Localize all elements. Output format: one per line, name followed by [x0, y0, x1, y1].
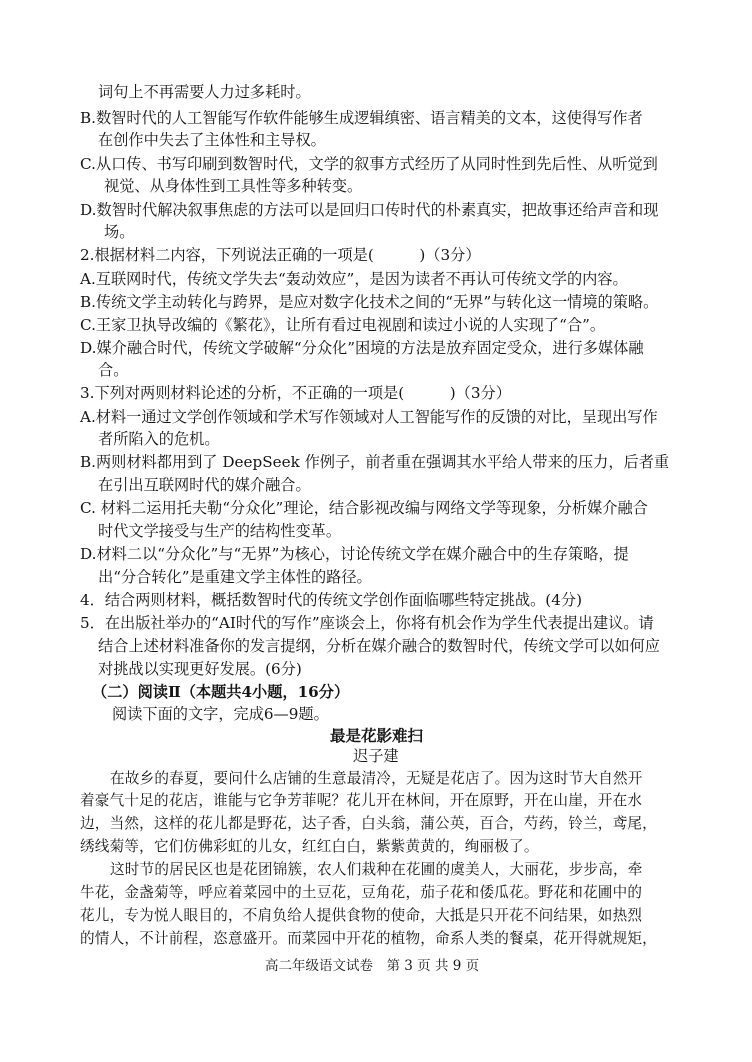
text-line: 者所陷入的危机。	[98, 430, 220, 448]
story-line: 这时节的居民区也是花团锦簇，农人们栽种在花圃的虞美人，大丽花，步步高，牵	[110, 861, 643, 878]
text-line: 在引出互联网时代的媒介融合。	[98, 476, 311, 494]
article-title: 最是花影难扫	[330, 726, 424, 745]
option-b: B.数智时代的人工智能写作软件能够生成逻辑缜密、语言精美的文本，这使得写作者	[80, 109, 643, 127]
question-3: 3.下列对两则材料论述的分析，不正确的一项是( )（3分）	[80, 384, 511, 402]
text-line: 在创作中失去了主体性和主导权。	[98, 131, 326, 149]
question-4: 4．结合两则材料，概括数智时代的传统文学创作面临哪些特定挑战。(4分)	[80, 591, 582, 609]
option-c: C. 材料二运用托夫勒“分众化”理论，结合影视改编与网络文学等现象，分析媒介融合	[80, 499, 648, 517]
option-b: B.传统文学主动转化与跨界，是应对数字化技术之间的“无界”与转化这一情境的策略。	[80, 293, 659, 311]
option-d: D.材料二以“分众化”与“无界”为核心，讨论传统文学在媒介融合中的生存策略，提	[80, 545, 629, 563]
text-line: 时代文学接受与生产的结构性变革。	[98, 522, 341, 540]
text-line: 词句上不再需要人力过多耗时。	[98, 83, 311, 101]
story-line: 边，当然，这样的花儿都是野花，达子香，白头翁，蒲公英，百合，芍药，铃兰，鸢尾，	[80, 815, 657, 832]
text-line: 结合上述材料准备你的发言提纲，分析在媒介融合的数智时代，传统文学可以如何应	[98, 637, 660, 655]
option-a: A.互联网时代，传统文学失去“轰动效应”，是因为读者不再认可传统文学的内容。	[80, 270, 628, 288]
text-line: 对挑战以实现更好发展。(6分)	[98, 660, 302, 678]
text-line: 场。	[104, 223, 135, 241]
option-a: A.材料一通过文学创作领域和学术写作领域对人工智能写作的反馈的对比，呈现出写作	[80, 408, 658, 426]
question-5: 5．在出版社举办的“AI时代的写作”座谈会上，你将有机会作为学生代表提出建议。请	[80, 614, 654, 632]
section-heading: （二）阅读Ⅱ（本题共4小题，16分）	[92, 683, 350, 701]
story-line: 着豪气十足的花店，谁能与它争芳菲呢？花儿开在林间，开在原野，开在山崖，开在水	[80, 792, 643, 809]
option-d: D.数智时代解决叙事焦虑的方法可以是回归口传时代的朴素真实，把故事还给声音和现	[80, 201, 659, 219]
text-line: 出“分合转化”是重建文学主体性的路径。	[98, 568, 372, 586]
question-2: 2.根据材料二内容，下列说法正确的一项是( )（3分）	[80, 246, 481, 264]
article-author: 迟子建	[353, 747, 399, 765]
option-c: C.王家卫执导改编的《繁花》，让所有看过电视剧和读过小说的人实现了“合”。	[80, 316, 606, 334]
story-line: 牛花，金盏菊等，呼应着菜园中的土豆花，豆角花，茄子花和倭瓜花。野花和花圃中的	[80, 884, 643, 901]
story-line: 绣线菊等，它们仿佛彩虹的儿女，红红白白，紫紫黄黄的，绚丽极了。	[80, 838, 539, 855]
option-c: C.从口传、书写印刷到数智时代，文学的叙事方式经历了从同时性到先后性、从听觉到	[80, 155, 658, 173]
option-d: D.媒介融合时代，传统文学破解“分众化”困境的方法是放弃固定受众，进行多媒体融	[80, 339, 644, 357]
page-footer: 高二年级语文试卷 第 3 页 共 9 页	[265, 958, 480, 974]
story-line: 在故乡的春夏，要问什么店铺的生意最清冷，无疑是花店了。因为这时节大自然开	[110, 770, 643, 787]
text-line: 视觉、从身体性到工具性等多种转变。	[104, 177, 363, 195]
story-line: 的情人，不计前程，恣意盛开。而菜园中开花的植物，命系人类的餐桌，花开得就规矩，	[80, 930, 657, 947]
story-line: 花儿，专为悦人眼目的，不肩负给人提供食物的使命，大抵是只开花不问结果，如热烈	[80, 907, 643, 924]
instruction: 阅读下面的文字，完成6—9题。	[112, 705, 329, 723]
text-line: 合。	[98, 361, 129, 379]
option-b: B.两则材料都用到了 DeepSeek 作例子，前者重在强调其水平给人带来的压力，后者重	[80, 453, 670, 471]
